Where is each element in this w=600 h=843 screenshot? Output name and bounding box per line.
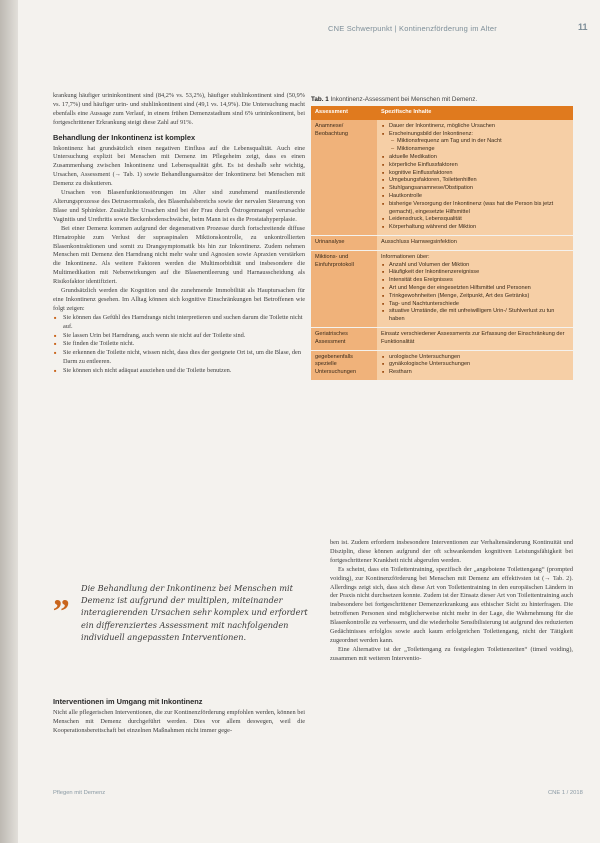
intro-paragraph: krankung häufiger urininkontinent sind (84,2% vs. 53,2%), häufiger stuhlinkontinent sind (50,9% vs. 17,7%) und häufiger urin- und stuhlinkontinent sind (49,1 vs. 14,9%). Die Untersuchung macht ebenfalls eine Aussage zum Verlauf, in einem frühen Demenzstadium sind 6% urininkontinent, bei fortgeschrittener Erkrankung steigt diese Zahl auf 91%. (53, 92, 305, 126)
table-cell-contents: Einsatz verschiedener Assessments zur Erfassung der Einschränkung der Funktionalität (377, 327, 573, 350)
paragraph: Nicht alle pflegerischen Interventionen, die zur Kontinenzförderung empfohlen werden, können bei Menschen mit Demenz durchgeführt werden. Dies vor allem deswegen, weil die Kooperationsbereitschaft bei einzelnen Maßnahmen nicht immer gege- (53, 708, 305, 734)
paragraph: Grundsätzlich werden die Kognition und die zunehmende Immobilität als Hauptursachen für eine Inkontinenz gesehen. Im Alltag können sich kognitive Einschränkungen bei Betroffenen wie folgt zeigen: (53, 287, 305, 312)
table-list-item: ■ Leidensdruck, Lebensqualität (389, 216, 569, 224)
list-item: ■ Sie lassen Urin bei Harndrang, auch wenn sie nicht auf der Toilette sind. (63, 332, 305, 341)
symptom-list (53, 314, 305, 376)
table-list-item: ■ Dauer der Inkontinenz, mögliche Ursachen (389, 123, 569, 131)
table-cell-contents (377, 120, 573, 236)
list-item: ■ Sie finden die Toilette nicht. (63, 340, 305, 349)
table-caption-text: Inkontinenz-Assessment bei Menschen mit Demenz. (330, 96, 478, 103)
list-item: ■ Sie erkennen die Toilette nicht, wissen nicht, dass dies der geeignete Ort ist, um die Blase, den Darm zu entleeren. (63, 349, 305, 367)
table-header-row (311, 106, 573, 120)
table-sublist-item: – Miktionsfrequenz am Tag und in der Nacht (397, 138, 569, 146)
paragraph: Eine Alternative ist der „Toilettengang zu festgelegten Toilettenzeiten“ (timed voiding), zusammen mit weiteren Interventio- (330, 645, 573, 662)
table-row (311, 235, 573, 250)
paragraph: ben ist. Zudem erfordern insbesondere Interventionen zur Verhaltensänderung Kontinuität und Disziplin, diese können aufgrund der oft schwankenden kognitiven Leistungsfähigkeit bei fortgeschrittener Krankheit nicht abgerufen werden. (330, 539, 573, 564)
table-cell-assessment: Anamnese/ Beobachtung (311, 120, 377, 236)
quote-mark-icon: „ (53, 576, 70, 613)
table-cell-contents (377, 250, 573, 327)
table-row (311, 250, 573, 327)
table-list-item (389, 131, 569, 154)
table-list-item: ■ situative Umstände, die mit unfreiwilligem Urin-/ Stuhlverlust zu tun haben (389, 308, 569, 324)
section-heading-treatment: Behandlung der Inkontinenz ist komplex (53, 132, 196, 142)
assessment-table (311, 106, 573, 381)
table-caption (311, 96, 477, 103)
table-cell-assessment: gegebenenfalls spezielle Untersuchungen (311, 350, 377, 380)
table-list-item: ■ Körperhaltung während der Miktion (389, 224, 569, 232)
table-list-item: ■ Anzahl und Volumen der Miktion (389, 262, 569, 270)
table-list-item: ■ Restharn (389, 369, 569, 377)
table-row (311, 327, 573, 350)
table-list-item-text: Erscheinungsbild der Inkontinenz: (389, 130, 473, 137)
table-list-item: ■ urologische Untersuchungen (389, 354, 569, 362)
table-cell-assessment: Miktions- und Einfuhrprotokoll (311, 250, 377, 327)
table-label: Tab. 1 (311, 96, 329, 103)
section-heading-interventions: Interventionen im Umgang mit Inkontinenz (53, 697, 203, 706)
table-list-item: ■ Häufigkeit der Inkontinenzereignisse (389, 269, 569, 277)
table-list-item: ■ Tag- und Nachtunterschiede (389, 301, 569, 309)
list-item: ■ Sie können das Gefühl des Harndrangs nicht interpretieren und suchen darum die Toilette nicht auf. (63, 314, 305, 332)
list-item: ■ Sie können sich nicht adäquat ausziehen und die Toilette benutzen. (63, 367, 305, 376)
table-cell-lead: Informationen über: (381, 253, 430, 260)
table-cell-assessment: Geriatrisches Assessment (311, 327, 377, 350)
page-gutter-shadow (0, 0, 18, 843)
running-header: CNE Schwerpunkt | Kontinenzförderung im Alter (328, 24, 497, 33)
pull-quote-text: Die Behandlung der Inkontinenz bei Menschen mit Demenz ist aufgrund der multiplen, miteinander interagierenden Ursachen sehr komplex und erfordert ein differenziertes Assessment mit nachfolgenden individuell angepassten Interventionen. (81, 583, 308, 642)
left-column (53, 92, 305, 376)
table-list-item: ■ Trinkgewohnheiten (Menge, Zeitpunkt, Art des Getränks) (389, 293, 569, 301)
table-list-item: ■ Intensität des Ereignisses (389, 277, 569, 285)
table-header-cell: Spezifische Inhalte (377, 106, 573, 120)
table-list-item: ■ kognitive Einflussfaktoren (389, 170, 569, 178)
table-row (311, 120, 573, 236)
table-list-item: ■ gynäkologische Untersuchungen (389, 361, 569, 369)
paragraph: Es scheint, dass ein Toilettentraining, spezifisch der „angebotene Toilettengang“ (prompted voiding), zur Kontinenzförderung bei Menschen mit Demenz am effektivsten ist (→ Tab. 2). Allerdings zeigt sich, dass sich diese Art von Toilettentraining in den europäischen Ländern in der Praxis nicht durchsetzen konnte. Zudem ist der Einsatz dieser Art von Toilettentraining auch insbesondere bei fortgeschrittener Demenzerkrankung aus ethischer Sicht zu hinterfragen. Die betroffenen Personen sind möglicherweise nicht mehr in der Lage, die Wahrnehmung für die Blasenkontrolle zu verbessern, und die wiederholte Sensibilisierung ist aufgrund des reduzierten Gedächtnisses erfolglos sowie auch kaum erfolgreichen Toilettengang, nicht der Tätigkeit zugeordnet werden kann. (330, 565, 573, 644)
table-cell-contents (377, 350, 573, 380)
table-list-item: ■ Umgebungsfaktoren, Toilettenhilfen (389, 177, 569, 185)
footer-right: CNE 1 / 2018 (548, 790, 583, 796)
table-list-item: ■ Stuhlgangsanamnese/Obstipation (389, 185, 569, 193)
table-cell-contents: Ausschluss Harnwegsinfektion (377, 235, 573, 250)
table-list-item: ■ Art und Menge der eingesetzten Hilfsmittel und Personen (389, 285, 569, 293)
table-list-item: ■ bisherige Versorgung der Inkontinenz (was hat die Person bis jetzt gemacht), eingesetzte Hilfsmittel (389, 201, 569, 217)
left-column-bottom (53, 692, 305, 736)
footer-left: Pflegen mit Demenz (53, 790, 106, 796)
paragraph: Inkontinenz hat grundsätzlich einen negativen Einfluss auf die Lebensqualität. Auch eine Untersuchung explizit bei Menschen mit Demenz im Pflegeheim zeigt, dass es einen Zusammenhang zwischen Inkontinenz und Lebensqualität gibt. Es ist deshalb sehr wichtig, Ursachen, Assessment (→ Tab. 1) sowie Behandlungsansätze der Inkontinenz bei Menschen mit Demenz zu diskutieren. (53, 144, 305, 188)
paragraph: Bei einer Demenz kommen aufgrund der degenerativen Prozesse durch fortschreitende diffuse Hirnatrophie zum Verlust der supraspinalen Miktionskontrolle, zu unkontrollierten Blasenkontraktionen und somit zu Drangsymptomatik bis hin zur Inkontinenz. Zudem nehmen Menschen mit Demenz den Harndrang nicht mehr wahr und Agnosien sowie Apraxien verstärken die Inkontinenz. Als weitere Faktoren werden die Multimorbidität und insbesondere die Multimedikation mit Nebenwirkungen auf die Blasenentleerung und Harnausscheidung als Risikofaktor identifiziert. (53, 224, 305, 286)
table-list-item: ■ aktuelle Medikation (389, 154, 569, 162)
table-list-item: ■ Hautkontrolle (389, 193, 569, 201)
table-sublist-item: – Miktionsmenge (397, 146, 569, 154)
page-number: 11 (578, 22, 588, 32)
paragraph: Ursachen von Blasenfunktionsstörungen im Alter sind zunehmend manifestierende Alterungsprozesse des Detrusormuskels, des Blasenhalsbereichs sowie der nervalen Steuerung von Blase und Sphinkter. Zusätzliche Ursachen sind bei der Frau durch Östrogenmangel verursachte Vaginitis und Urethritis sowie Beckenbodenschwäche, beim Mann ist es die Prostatahyperplasie. (53, 189, 305, 223)
right-column (330, 539, 573, 664)
document-page (18, 0, 600, 843)
table-cell-assessment: Urinanalyse (311, 235, 377, 250)
table-list-item: ■ körperliche Einflussfaktoren (389, 162, 569, 170)
table-row (311, 350, 573, 380)
table-header-cell: Assessment (311, 106, 377, 120)
pull-quote (53, 576, 311, 643)
